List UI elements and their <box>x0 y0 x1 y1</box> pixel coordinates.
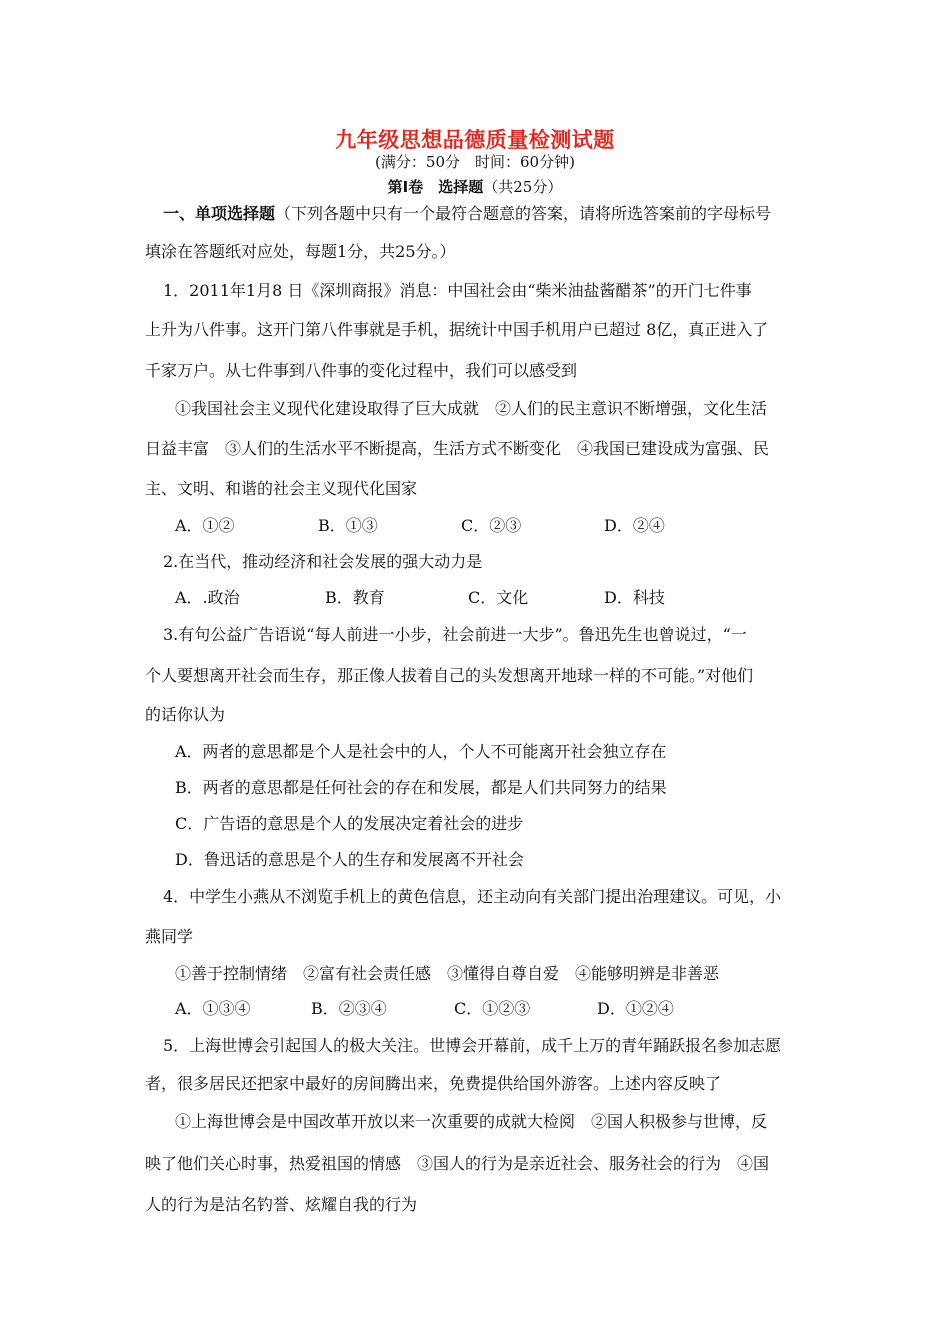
section-instruction-line-1 <box>163 204 771 224</box>
q3-line-2: 个人要想离开社会而生存，那正像人拔着自己的头发想离开地球一样的不可能。”对他们 <box>145 666 754 685</box>
q5-line-1: 5．上海世博会引起国人的极大关注。世博会开幕前，成千上万的青年踊跃报名参加志愿 <box>163 1036 782 1055</box>
q1-statement-1: ①我国社会主义现代化建设取得了巨大成就 ②人们的民主意识不断增强，文化生活 <box>175 399 768 418</box>
q1-line-1: 1．2011年1月8 日《深圳商报》消息：中国社会由“柴米油盐酱醋茶”的开门七件事 <box>163 281 752 300</box>
part-heading <box>0 176 950 197</box>
q4-option-d[interactable]: D．①②④ <box>597 999 674 1018</box>
q2-line-1: 2.在当代，推动经济和社会发展的强大动力是 <box>163 552 483 571</box>
q4-line-1: 4．中学生小燕从不浏览手机上的黄色信息，还主动向有关部门提出治理建议。可见，小 <box>163 887 782 906</box>
q1-option-b[interactable]: B．①③ <box>318 516 378 535</box>
q5-line-2: 者，很多居民还把家中最好的房间腾出来，免费提供给国外游客。上述内容反映了 <box>145 1074 722 1093</box>
q4-option-b[interactable]: B．②③④ <box>311 999 387 1018</box>
q1-option-d[interactable]: D．②④ <box>604 516 665 535</box>
q1-statement-2: 日益丰富 ③人们的生活水平不断提高，生活方式不断变化 ④我国已建设成为富强、民 <box>145 439 770 458</box>
section-instruction: （下列各题中只有一个最符合题意的答案，请将所选答案前的字母标号 <box>275 204 772 223</box>
q5-statement-1: ①上海世博会是中国改革开放以来一次重要的成就大检阅 ②国人积极参与世博，反 <box>175 1112 768 1131</box>
q4-option-a[interactable]: A．①③④ <box>175 999 251 1018</box>
q2-option-b[interactable]: B．教育 <box>325 588 385 607</box>
section-heading: 一、单项选择题 <box>163 204 276 223</box>
q5-statement-3: 人的行为是沽名钓誉、炫耀自我的行为 <box>145 1195 418 1214</box>
exam-meta: (满分：50分 时间：60分钟) <box>375 153 575 171</box>
q2-option-d[interactable]: D．科技 <box>604 588 665 607</box>
q5-statement-2: 映了他们关心时事，热爱祖国的情感 ③国人的行为是亲近社会、服务社会的行为 ④国 <box>145 1154 770 1173</box>
q3-option-a[interactable]: A．两者的意思都是个人是社会中的人，个人不可能离开社会独立存在 <box>175 742 667 761</box>
q3-option-b[interactable]: B．两者的意思都是任何社会的存在和发展，都是人们共同努力的结果 <box>175 778 667 797</box>
q1-option-a[interactable]: A．①② <box>175 516 235 535</box>
section-instruction-line-2: 填涂在答题纸对应处，每题1分，共25分。） <box>145 242 456 261</box>
q1-options <box>175 516 665 536</box>
q3-line-1: 3.有句公益广告语说“每人前进一小步，社会前进一大步”。鲁迅先生也曾说过，“一 <box>163 625 747 644</box>
part-title: 第Ⅰ卷 选择题 <box>387 178 484 196</box>
q1-line-2: 上升为八件事。这开门第八件事就是手机，据统计中国手机用户已超过 8亿，真正进入了 <box>145 320 769 339</box>
q1-statement-3: 主、文明、和谐的社会主义现代化国家 <box>145 479 418 498</box>
q3-option-d[interactable]: D．鲁迅话的意思是个人的生存和发展离不开社会 <box>175 850 524 869</box>
q2-option-a[interactable]: A．.政治 <box>175 588 240 607</box>
q1-option-c[interactable]: C．②③ <box>461 516 522 535</box>
page-title: 九年级思想品德质量检测试题 <box>335 128 615 152</box>
q4-statement-1: ①善于控制情绪 ②富有社会责任感 ③懂得自尊自爱 ④能够明辨是非善恶 <box>175 964 720 983</box>
part-note: （共25分） <box>483 178 563 196</box>
q4-option-c[interactable]: C．①②③ <box>454 999 531 1018</box>
q2-option-c[interactable]: C．文化 <box>468 588 529 607</box>
q3-line-3: 的话你认为 <box>145 705 226 724</box>
q3-option-c[interactable]: C．广告语的意思是个人的发展决定着社会的进步 <box>175 814 524 833</box>
q1-line-3: 千家万户。从七件事到八件事的变化过程中，我们可以感受到 <box>145 361 578 380</box>
q4-options <box>175 999 674 1019</box>
q2-options <box>175 588 665 608</box>
q4-line-2: 燕同学 <box>145 927 194 946</box>
